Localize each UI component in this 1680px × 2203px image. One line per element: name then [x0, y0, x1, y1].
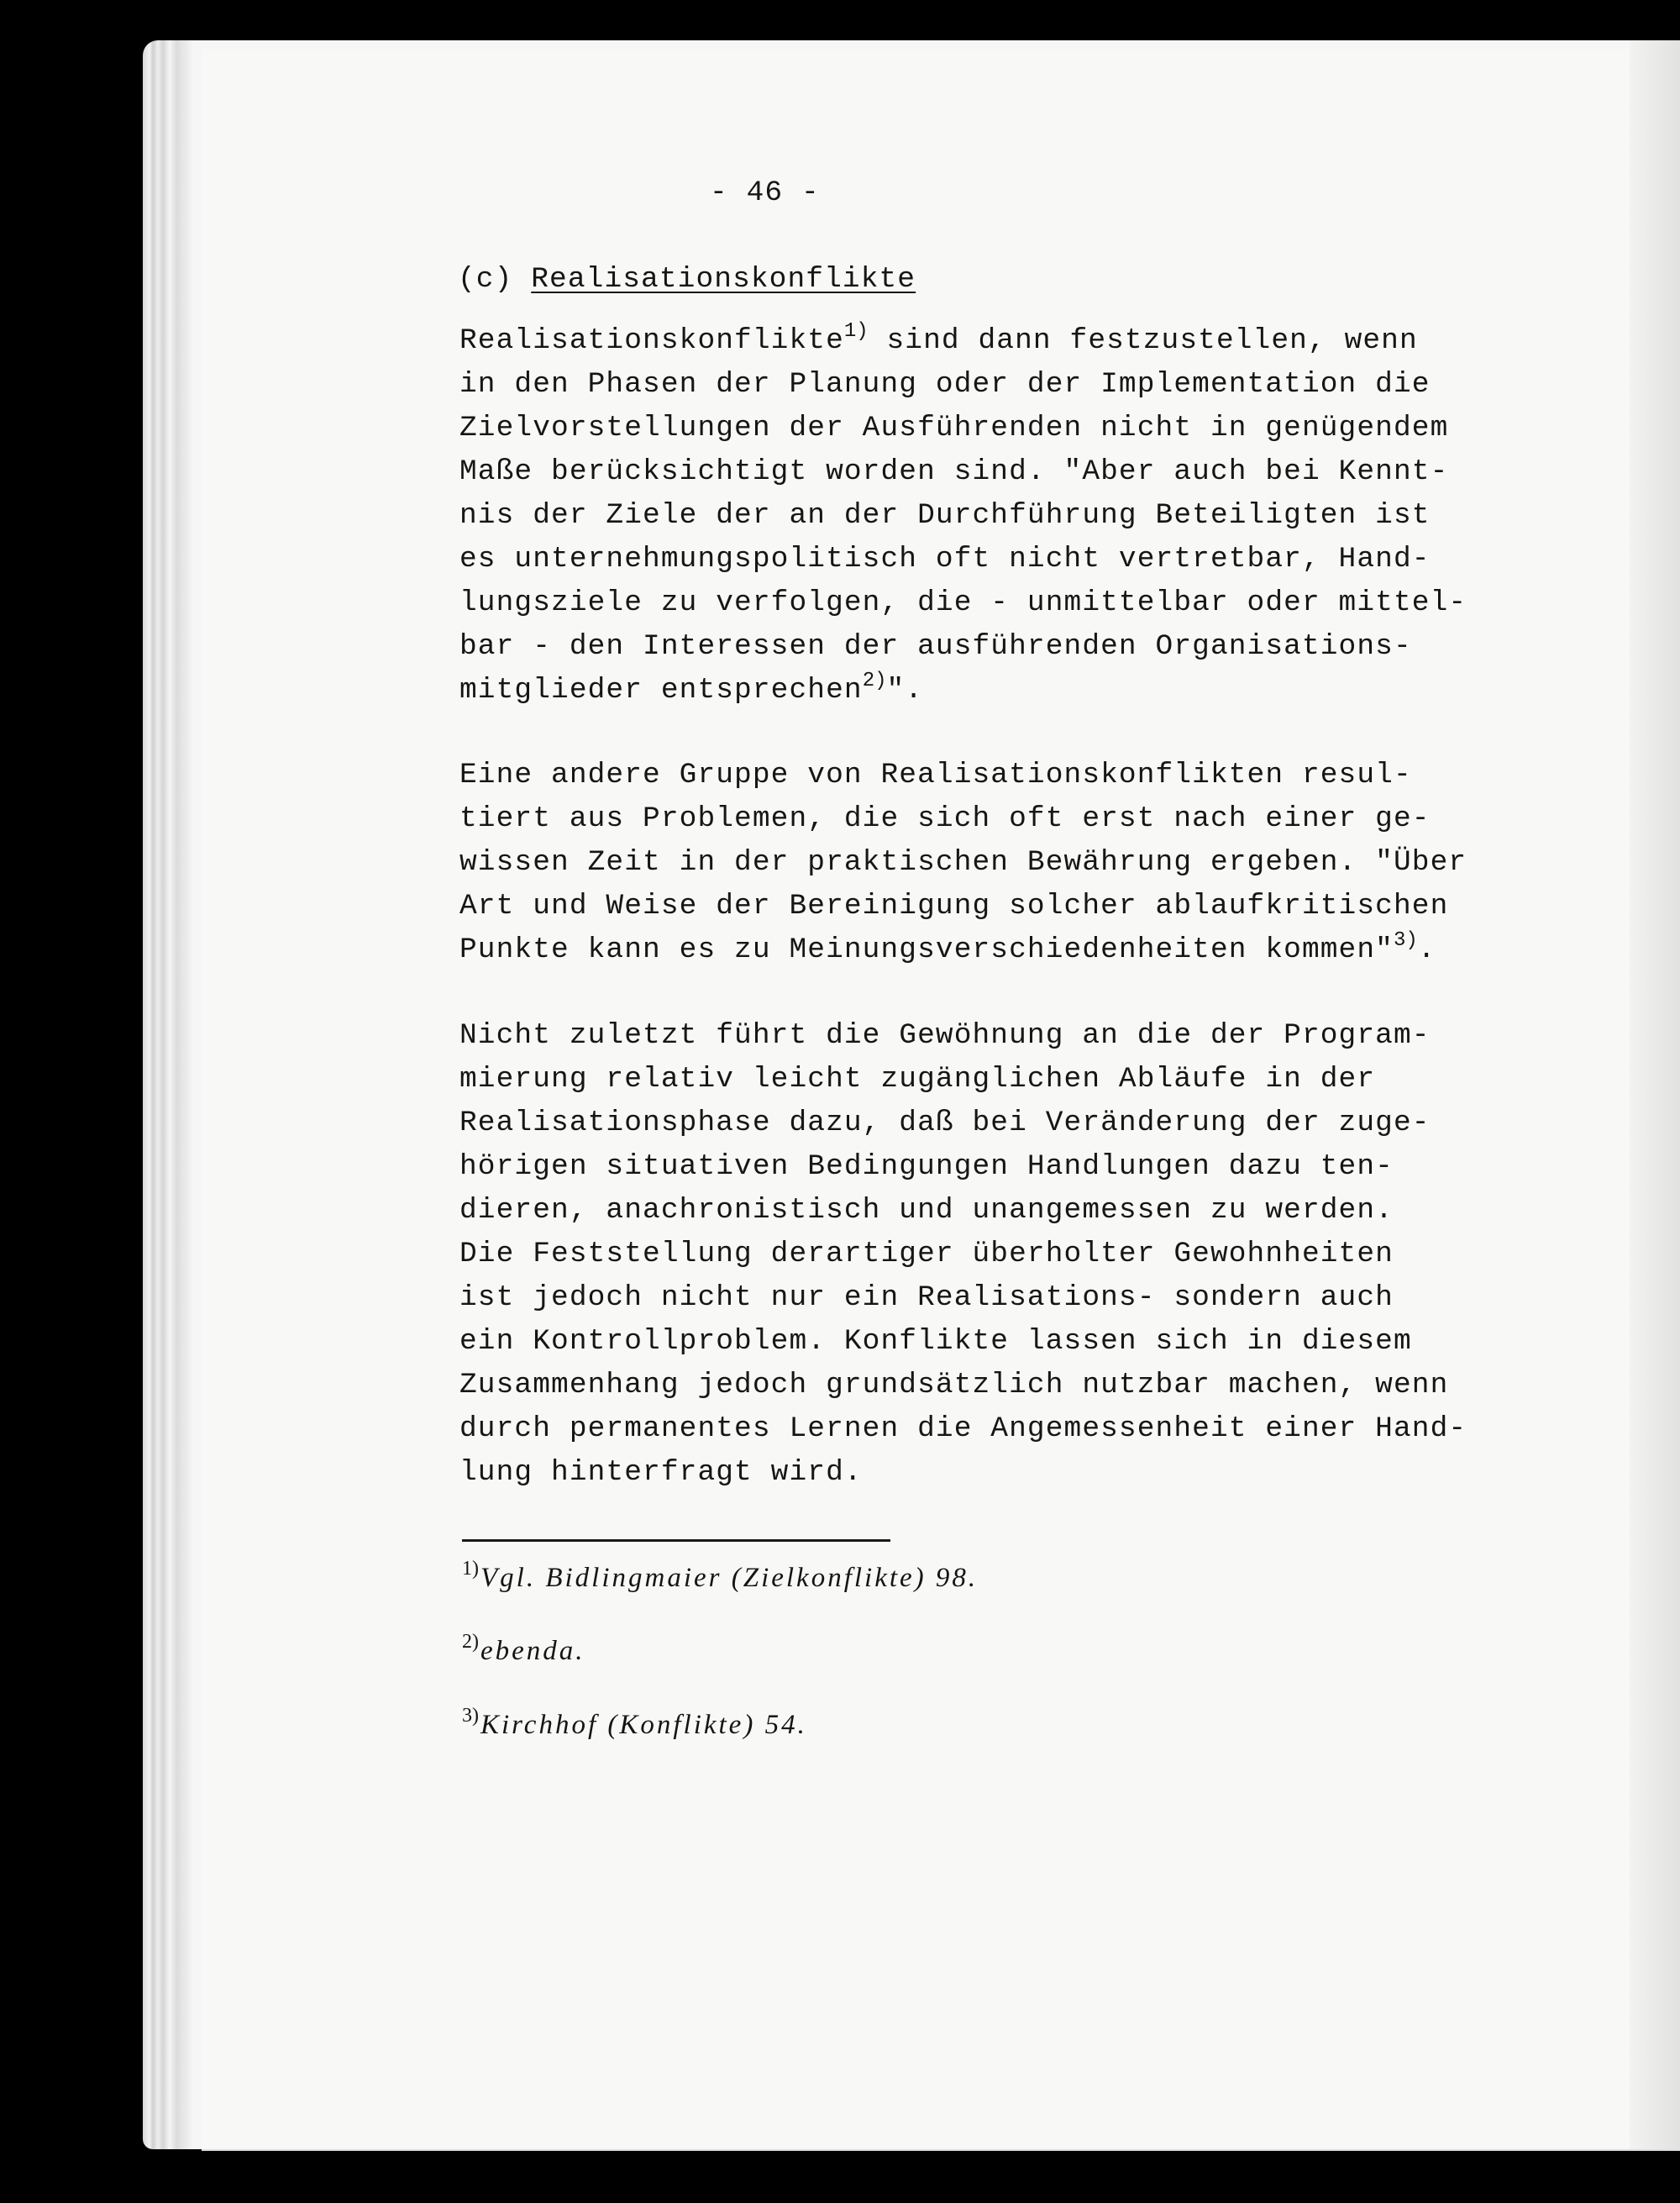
line-text: Punkte kann es zu Meinungsverschiedenheiten kommen": [459, 933, 1394, 966]
text-line: [459, 1320, 1467, 1364]
text-line: [459, 1407, 1467, 1451]
line-text: sind dann festzustellen, wenn: [868, 324, 1418, 357]
paragraph-2: [459, 754, 1467, 972]
line-text: Zusammenhang jedoch grundsätzlich nutzbar machen, wenn: [459, 1369, 1449, 1401]
binding-gutter: [1630, 40, 1680, 2149]
text-line: [459, 1276, 1467, 1320]
line-text: ein Kontrollproblem. Konflikte lassen sich in diesem: [459, 1325, 1412, 1358]
line-text: tiert aus Problemen, die sich oft erst nach einer ge-: [459, 802, 1431, 835]
text-line: [459, 625, 1467, 669]
footnote-reference: 2): [862, 670, 887, 692]
footnote-marker: 1): [462, 1558, 479, 1580]
text-line: [459, 1451, 1467, 1495]
paragraph-1: [459, 319, 1467, 712]
text-line: [459, 1145, 1467, 1189]
paragraph-3: [459, 1014, 1467, 1495]
footnote-marker: 2): [462, 1631, 479, 1653]
line-text: Art und Weise der Bereinigung solcher ablaufkritischen: [459, 890, 1449, 923]
text-line: [459, 669, 1467, 712]
text-line: [459, 581, 1467, 625]
line-text: mitglieder entsprechen: [459, 674, 863, 707]
line-text: es unternehmungspolitisch oft nicht vertretbar, Hand-: [459, 543, 1431, 576]
footnote-2: [462, 1631, 585, 1667]
footnote-text: Kirchhof (Konflikte) 54.: [480, 1710, 807, 1740]
footnote-text: Vgl. Bidlingmaier (Zielkonflikte) 98.: [480, 1563, 979, 1593]
line-text: Die Feststellung derartiger überholter Gewohnheiten: [459, 1238, 1394, 1270]
text-line: [459, 1364, 1467, 1407]
heading-title: Realisationskonflikte: [531, 263, 916, 296]
line-text: Nicht zuletzt führt die Gewöhnung an die der Program-: [459, 1019, 1431, 1052]
section-heading: [458, 263, 916, 296]
footnote-1: [462, 1558, 979, 1594]
text-line: [459, 1102, 1467, 1145]
line-text: lungsziele zu verfolgen, die - unmittelbar oder mittel-: [459, 586, 1467, 619]
line-text: mierung relativ leicht zugänglichen Abläufe in der: [459, 1063, 1376, 1096]
footnote-marker: 3): [462, 1705, 479, 1727]
text-line: [459, 1233, 1467, 1276]
line-text: Realisationsphase dazu, daß bei Veränderung der zuge-: [459, 1107, 1431, 1139]
footnote-reference: 3): [1393, 929, 1418, 952]
text-line: [459, 885, 1467, 928]
line-text: bar - den Interessen der ausführenden Organisations-: [459, 630, 1412, 663]
line-text: Zielvorstellungen der Ausführenden nicht in genügendem: [459, 412, 1449, 444]
line-text: dieren, anachronistisch und unangemessen zu werden.: [459, 1194, 1394, 1227]
text-line: [459, 928, 1467, 972]
footnote-separator: [462, 1539, 890, 1542]
line-text: Eine andere Gruppe von Realisationskonflikten resul-: [459, 759, 1412, 791]
line-text: wissen Zeit in der praktischen Bewährung ergeben. "Über: [459, 846, 1467, 879]
text-line: [459, 450, 1467, 494]
line-text: ist jedoch nicht nur ein Realisations- sondern auch: [459, 1281, 1394, 1314]
text-line: [459, 1058, 1467, 1102]
footnote-reference: 1): [843, 320, 869, 343]
line-text: .: [1417, 933, 1436, 966]
text-line: [459, 797, 1467, 841]
line-text: durch permanentes Lernen die Angemessenheit einer Hand-: [459, 1412, 1467, 1445]
footnote-3: [462, 1705, 807, 1741]
line-text: Maße berücksichtigt worden sind. "Aber auch bei Kennt-: [459, 455, 1449, 488]
text-line: [459, 1014, 1467, 1058]
page-number: - 46 -: [710, 176, 820, 209]
text-line: [459, 494, 1467, 538]
line-text: Realisationskonflikte: [459, 324, 844, 357]
heading-prefix: (c): [458, 263, 513, 296]
line-text: in den Phasen der Planung oder der Implementation die: [459, 368, 1431, 401]
text-line: [459, 319, 1467, 363]
line-text: nis der Ziele der an der Durchführung Beteiligten ist: [459, 499, 1431, 532]
text-line: [459, 754, 1467, 797]
footnote-text: ebenda.: [480, 1636, 585, 1666]
text-line: [459, 363, 1467, 407]
text-line: [459, 538, 1467, 581]
text-line: [459, 841, 1467, 885]
text-line: [459, 407, 1467, 450]
text-line: [459, 1189, 1467, 1233]
line-text: hörigen situativen Bedingungen Handlungen dazu ten-: [459, 1150, 1394, 1183]
line-text: ".: [886, 674, 924, 707]
line-text: lung hinterfragt wird.: [459, 1456, 863, 1489]
